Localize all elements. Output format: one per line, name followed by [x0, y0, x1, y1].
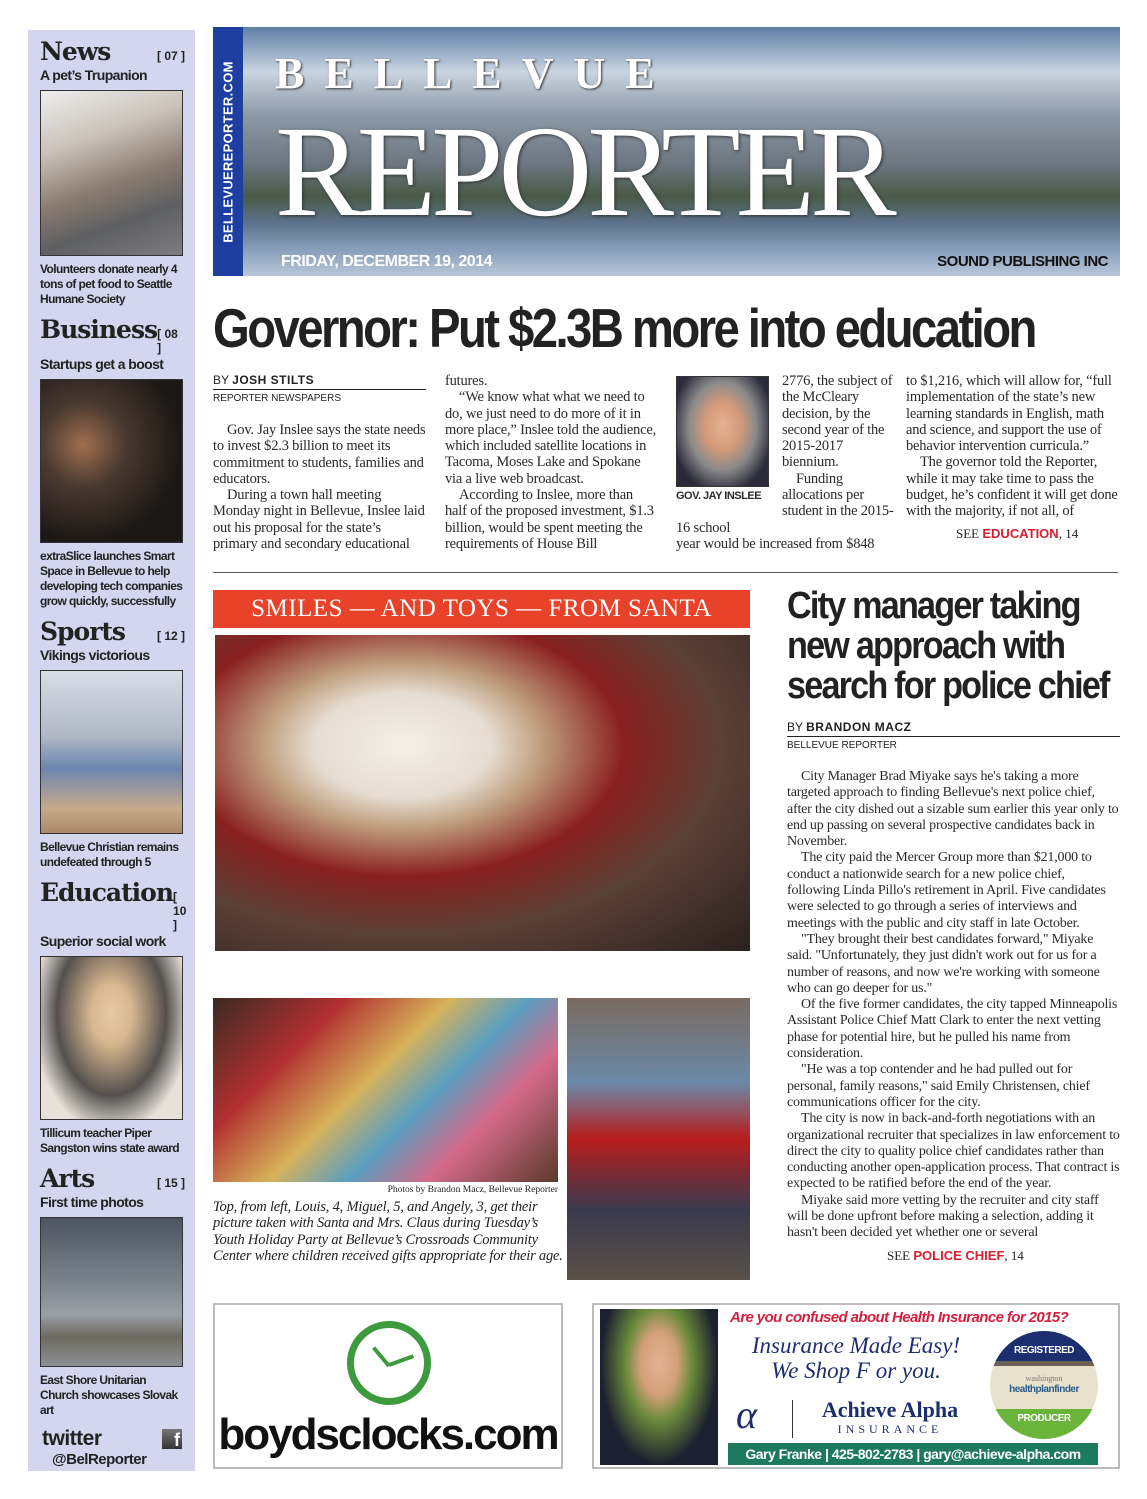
tagline-line: Insurance Made Easy!	[751, 1333, 961, 1358]
section-name: Business	[40, 315, 158, 344]
photo-credit: Photos by Brandon Macz, Bellevue Reporter	[387, 1185, 558, 1195]
section-name: News	[40, 37, 111, 66]
section-name: Sports	[40, 617, 126, 646]
paragraph: to $1,216, which will allow for, “full implementation of the state’s new learning standards in English, math and science, and support the use of behavior intervention curricula.”	[906, 373, 1112, 455]
lead-story	[213, 373, 1120, 552]
toys-photo[interactable]	[213, 998, 558, 1182]
twitter-handle[interactable]: @BelReporter	[52, 1451, 147, 1468]
agent-photo	[600, 1309, 718, 1465]
alpha-logo-icon: α	[736, 1392, 757, 1437]
company-name: Achieve Alpha	[821, 1397, 959, 1422]
section-caption: Volunteers donate nearly 4 tons of pet food to Seattle Humane Society	[40, 262, 177, 306]
police-story	[787, 586, 1120, 1264]
paragraph: The city is now in back-and-forth negotiations with an organizational recruiter that specializes in law enforcement to direct the city to quality police chief candidates rather than conducting another open-application process. That contract is expected to be ratified before the end of the year.	[787, 1111, 1120, 1192]
section-caption: Tillicum teacher Piper Sangston wins state award	[40, 1126, 180, 1155]
masthead-title-top: BELLEVUE	[275, 49, 675, 98]
author-name: BRANDON MACZ	[806, 720, 912, 734]
badge-top: REGISTERED	[990, 1331, 1098, 1361]
sidebar-section-business[interactable]	[40, 316, 185, 609]
section-subhead: First time photos	[40, 1194, 144, 1210]
twitter-icon[interactable]: twitter	[42, 1427, 102, 1450]
paragraph: City Manager Brad Miyake says he's taking a more targeted approach to finding Bellevue's next police chief, after the city dished out a sizable sum earlier this year only to end up passing on several prospective candidates back in November.	[787, 769, 1119, 850]
paragraph: futures.	[445, 373, 488, 389]
achieve-alpha-ad[interactable]	[592, 1303, 1120, 1469]
tagline-line: We Shop F or you.	[771, 1358, 941, 1383]
paragraph: "They brought their best candidates forward," Miyake said. "Unfortunately, they just didn't work out for us for a number of reasons, and now we're working with someone who can go deeper for us."	[787, 931, 1100, 996]
lead-column-1-wrap	[213, 373, 426, 552]
ad-contact[interactable]: Gary Franke | 425-802-2783 | gary@achieve-alpha.com	[728, 1443, 1098, 1465]
section-page: [ 08 ]	[157, 327, 178, 355]
section-page: [ 10 ]	[173, 890, 187, 932]
section-divider	[213, 572, 1118, 573]
facebook-icon[interactable]: f	[162, 1429, 182, 1449]
social-links	[42, 1427, 182, 1451]
badge-small: washington	[1025, 1374, 1063, 1383]
paragraph: Miyake said more vetting by the recruiter and city staff will be done upfront before making a selection, adding it hasn't been decided yet whether one or several	[787, 1192, 1099, 1241]
jump-link[interactable]: POLICE CHIEF	[913, 1247, 1005, 1263]
paragraph: The governor told the Reporter, while it may take time to pass the budget, he’s confident it will get done with the majority, if not all, of	[906, 454, 1118, 520]
jump-page: , 14	[1004, 1247, 1024, 1263]
ad-question: Are you confused about Health Insurance for 2015?	[730, 1309, 1069, 1326]
lead-column-2	[445, 373, 657, 552]
publisher-name: SOUND PUBLISHING INC	[937, 253, 1108, 270]
section-subhead: A pet’s Trupanion	[40, 67, 147, 83]
paragraph: "He was a top contender and he had pulled out for personal, family reasons," said Emily Christensen, chief communications officer for the city.	[787, 1062, 1090, 1110]
sidebar-index	[28, 30, 195, 1471]
website-url[interactable]: BELLEVUEREPORTER.COM	[220, 61, 236, 243]
lead-column-3-tail: year would be increased from $848	[676, 535, 875, 552]
photo-feature-banner: SMILES — AND TOYS — FROM SANTA	[213, 590, 750, 628]
police-body	[787, 769, 1120, 1242]
lead-headline[interactable]: Governor: Put $2.3B more into education	[213, 297, 1035, 359]
education-photo[interactable]	[40, 956, 183, 1120]
section-subhead: Superior social work	[40, 933, 166, 949]
paragraph: 2776, the subject of the McCleary decision, by the second year of the 2015-2017 biennium.	[782, 373, 893, 471]
santa-main-photo[interactable]	[215, 635, 750, 951]
paragraph: “We know what what we need to do, we just need to do more of it in more place,” Inslee told the audience, which included satellite locations in Tacoma, Moses Lake and Spokane via a live web broadcast.	[445, 389, 657, 487]
jump-link[interactable]: EDUCATION	[982, 525, 1059, 541]
sidebar-section-sports[interactable]	[40, 618, 185, 870]
masthead-url-strip	[213, 27, 243, 276]
ad-tagline	[728, 1333, 984, 1383]
paragraph: According to Inslee, more than half of the proposed investment, $1.3 billion, would be spent meeting the requirements of House Bill	[445, 487, 654, 552]
sports-photo[interactable]	[40, 670, 183, 834]
paragraph: Gov. Jay Inslee says the state needs to invest $2.3 billion to meet its commitment to students, families and educators.	[213, 422, 426, 487]
paragraph: Funding allocations per student in the 2015-16 school	[676, 470, 894, 536]
see-label: SEE	[956, 525, 980, 541]
sidebar-section-news[interactable]	[40, 38, 185, 307]
lead-column-4-wrap	[906, 373, 1120, 542]
section-name: Arts	[40, 1164, 95, 1193]
paragraph: The city paid the Mercer Group more than $21,000 to conduct a nationwide search for a new police chief, following Linda Pillo's retirement in April. Five candidates were selected to go through a series of interviews and meetings with the public and city staff in late October.	[787, 850, 1106, 931]
police-byline	[787, 720, 1120, 751]
ad-url[interactable]: boydsclocks.com	[218, 1410, 558, 1459]
inslee-photo-block	[676, 376, 776, 502]
lead-column-1	[213, 422, 426, 552]
lead-column-3	[676, 373, 902, 552]
section-page: [ 15 ]	[156, 1176, 185, 1190]
sidebar-section-arts[interactable]	[40, 1165, 185, 1418]
badge-mid: healthplanfinder	[1009, 1384, 1079, 1395]
news-photo[interactable]	[40, 90, 183, 256]
see-label: SEE	[887, 1247, 911, 1263]
business-photo[interactable]	[40, 379, 183, 543]
child-gift-photo[interactable]	[567, 998, 750, 1280]
boyds-clocks-ad[interactable]	[213, 1303, 563, 1469]
section-page: [ 12 ]	[156, 629, 185, 643]
photo-caption: Top, from left, Louis, 4, Miguel, 5, and Angely, 3, get their picture taken with Santa and Mrs. Claus during Tuesday’s Youth Holiday Party at Bellevue’s Crossroads Community Center where children received gifts appropriate for their age.	[213, 1199, 563, 1264]
arts-photo[interactable]	[40, 1217, 183, 1367]
company-logo	[800, 1397, 980, 1436]
section-page: [ 07 ]	[156, 49, 185, 63]
section-subhead: Vikings victorious	[40, 647, 150, 663]
see-police-chief-jump[interactable]	[887, 1248, 1120, 1264]
section-subhead: Startups get a boost	[40, 356, 164, 372]
police-headline[interactable]: City manager taking new approach with search for police chief	[787, 585, 1109, 707]
issue-date: FRIDAY, DECEMBER 19, 2014	[281, 253, 492, 270]
social-block	[42, 1427, 182, 1469]
paragraph: During a town hall meeting Monday night in Bellevue, Inslee laid out his proposal for the state’s primary and secondary educational	[213, 487, 425, 553]
lead-column-4	[906, 373, 1120, 520]
author-org: BELLEVUE REPORTER	[787, 740, 897, 751]
by-label: BY	[787, 720, 803, 734]
clock-icon	[347, 1321, 431, 1405]
section-caption: East Shore Unitarian Church showcases Slovak art	[40, 1373, 178, 1417]
masthead	[213, 27, 1120, 276]
photo-caption: GOV. JAY INSLEE	[676, 490, 762, 502]
jump-page: , 14	[1058, 525, 1079, 541]
lead-byline	[213, 373, 426, 404]
company-sub: INSURANCE	[837, 1422, 943, 1436]
logo-divider	[792, 1400, 793, 1438]
sidebar-section-education[interactable]	[40, 879, 185, 1156]
see-education-jump[interactable]	[956, 526, 1120, 542]
section-caption: extraSlice launches Smart Space in Bellevue to help developing tech companies grow quickly, successfully	[40, 549, 183, 608]
inslee-photo[interactable]	[676, 376, 769, 487]
author-name: JOSH STILTS	[232, 373, 315, 387]
paragraph: Of the five former candidates, the city tapped Minneapolis Assistant Police Chief Matt Clark to enter the next vetting phase for potential hire, but he pulled his name from consideration.	[787, 997, 1118, 1062]
section-name: Education	[40, 878, 174, 907]
healthplanfinder-badge	[990, 1331, 1098, 1439]
masthead-title-main: REPORTER	[275, 100, 892, 244]
author-org: REPORTER NEWSPAPERS	[213, 393, 341, 404]
badge-bottom: PRODUCER	[990, 1409, 1098, 1439]
by-label: BY	[213, 373, 229, 387]
section-caption: Bellevue Christian remains undefeated through 5	[40, 840, 179, 869]
